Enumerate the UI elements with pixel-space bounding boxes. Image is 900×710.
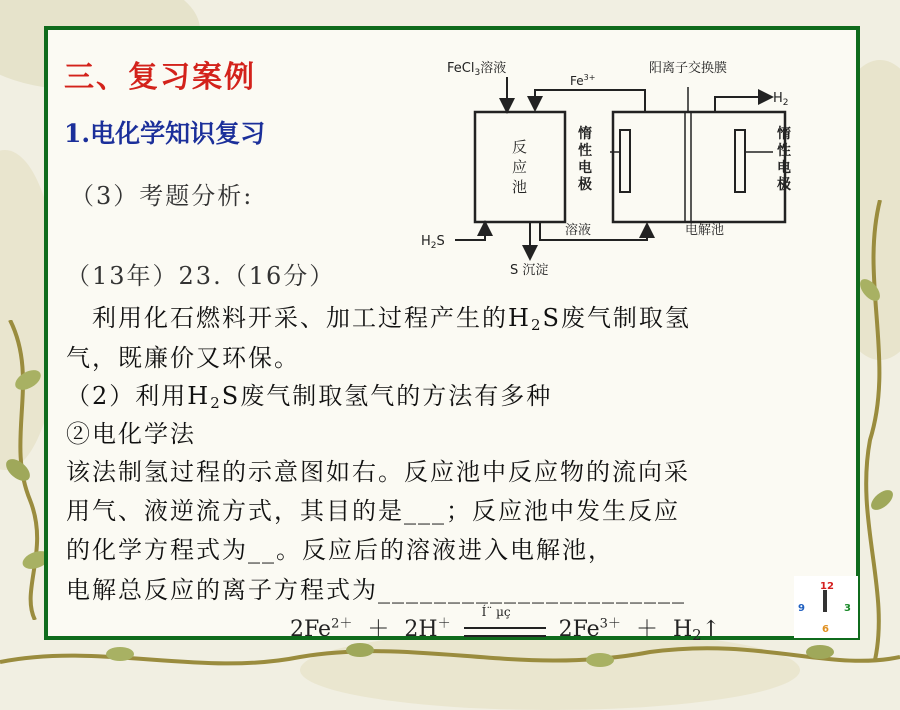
right-electrode <box>735 130 745 192</box>
intro-line-1-text-end: S废气制取氢 <box>542 304 691 332</box>
ionic-equation <box>290 605 721 644</box>
eq-double-line <box>464 627 546 637</box>
electrolyzer-box <box>613 112 785 222</box>
membrane-label: 阳离子交换膜 <box>649 61 728 76</box>
svg-text:性: 性 <box>578 143 592 159</box>
eq-rhs-h: H <box>672 617 693 642</box>
svg-text:电: 电 <box>777 160 791 176</box>
svg-text:惰: 惰 <box>777 126 791 142</box>
intro-line-1 <box>66 298 691 334</box>
eq-rhs-fe: 2Fe <box>558 617 600 642</box>
body-line-1: 该法制氢过程的示意图如右。反应池中反应物的流向采 <box>66 458 690 486</box>
gas-arrow-icon: ↑ <box>701 617 721 642</box>
svg-text:反: 反 <box>512 138 528 156</box>
svg-text:极: 极 <box>777 177 791 193</box>
eq-lhs-fe: 2Fe <box>290 617 332 642</box>
intro-line-2: 气，既廉价又环保。 <box>66 344 300 372</box>
subscript: 2 <box>430 241 437 251</box>
eq-charge: 2＋ <box>331 616 353 632</box>
eq-plus: ＋ <box>635 617 658 642</box>
electrolyzer-label: 电解池 <box>685 223 725 238</box>
fe3-label: Fe <box>570 74 584 88</box>
svg-text:性: 性 <box>777 143 791 159</box>
eq-charge: 3＋ <box>599 616 621 632</box>
fecl3-label: FeCl <box>447 61 475 76</box>
clock-number: 6 <box>822 624 829 635</box>
subscript: 2 <box>210 394 222 412</box>
question-reference: （13年）23.（16分） <box>66 262 336 290</box>
right-electrode-label <box>776 125 791 193</box>
analysis-label: （3）考题分析: <box>70 182 254 210</box>
reactor-label <box>512 138 527 196</box>
subscript: 2 <box>782 98 789 108</box>
electrolysis-diagram <box>415 52 815 282</box>
eq-reaction-arrow <box>464 605 546 641</box>
svg-text:FeCl3溶液 <box>447 60 506 78</box>
fecl3-suffix: 溶液 <box>480 61 507 76</box>
clock-number: 12 <box>820 581 834 592</box>
clock-icon <box>794 576 858 638</box>
sulfur-label: S 沉淀 <box>510 263 549 278</box>
part-2-line <box>66 376 552 412</box>
method-label: ②电化学法 <box>66 420 196 448</box>
svg-text:H2 <box>773 91 789 108</box>
h2s-suffix: S <box>436 234 445 249</box>
left-electrode-label <box>577 125 592 193</box>
left-electrode <box>620 130 630 192</box>
part-2-text-end: S废气制取氢气的方法有多种 <box>221 382 553 410</box>
h2s-label: H <box>421 234 431 249</box>
svg-text:极: 极 <box>578 177 592 193</box>
h2-label: H <box>773 91 783 106</box>
clock-number: 9 <box>798 603 805 614</box>
svg-text:Fe3+ <box>570 73 595 88</box>
section-subheading: 1.电化学知识复习 <box>64 119 266 148</box>
svg-text:H2S <box>421 234 445 251</box>
svg-text:电: 电 <box>578 160 592 176</box>
subscript: 2 <box>530 316 543 334</box>
intro-line-1-text: 利用化石燃料开采、加工过程产生的H <box>66 304 531 332</box>
solution-label: 溶液 <box>565 223 592 238</box>
body-line-4: 电解总反应的离子方程式为______________________ <box>66 576 686 604</box>
svg-text:应: 应 <box>512 158 528 176</box>
eq-plus: ＋ <box>367 617 390 642</box>
eq-lhs-h: 2H <box>404 617 438 642</box>
subscript: 2 <box>692 626 702 644</box>
eq-charge: ＋ <box>437 616 451 632</box>
part-2-text: （2）利用H <box>66 382 211 410</box>
svg-text:惰: 惰 <box>578 126 592 142</box>
eq-condition: Í¨ µç <box>481 605 511 619</box>
body-line-2: 用气、液逆流方式，其目的是___；反应池中发生反应 <box>66 497 680 525</box>
body-line-3: 的化学方程式为__。反应后的溶液进入电解池， <box>66 536 614 564</box>
svg-text:池: 池 <box>512 178 528 196</box>
slide-heading: 三、复习案例 <box>64 60 256 95</box>
clock-number: 3 <box>844 603 851 614</box>
subscript: 3 <box>474 68 481 78</box>
charge: 3+ <box>583 73 596 82</box>
